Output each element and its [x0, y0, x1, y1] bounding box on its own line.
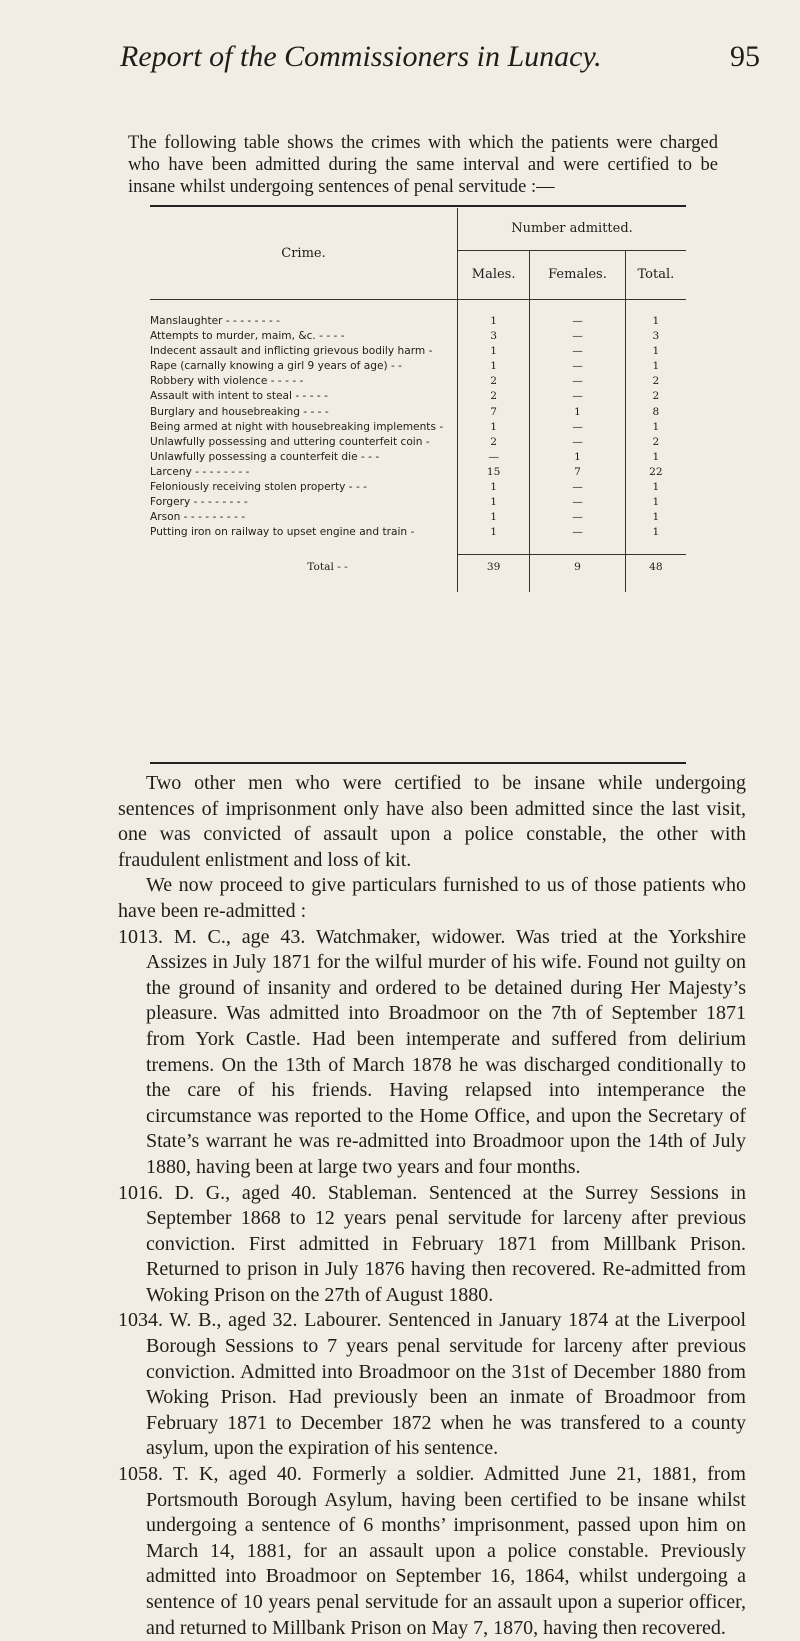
header-title: Report of the Commissioners in Lunacy. — [120, 40, 602, 73]
grand-total: 48 — [625, 555, 686, 593]
total-cell: 1 — [652, 481, 660, 494]
crime-cell: Robbery with violence - - - - - — [150, 374, 458, 389]
total-cell: 1 — [652, 420, 660, 433]
number-admitted-header: Number admitted. — [458, 208, 687, 251]
case-1034: 1034. W. B., aged 32. Labourer. Sentenced in January 1874 at the Liverpool Borough Sessions to 7 years penal servitude for larceny after previous conviction. Admitted into Broadmoor on the 31st of December 1880 from Woking Prison. Had previously been an inmate of Broadmoor from February 1871 to December 1872 when he was transfered to a county asylum, upon the expiration of his sentence. — [118, 1309, 746, 1460]
females-total: 9 — [530, 555, 626, 593]
females-cell: — — [530, 374, 626, 389]
males-cell: 1 — [458, 510, 530, 525]
table-row — [150, 374, 686, 389]
crime-cell: Feloniously receiving stolen property - - - — [150, 480, 458, 495]
total-cell: 22 — [649, 465, 663, 478]
table-row — [150, 405, 686, 420]
case-1058: 1058. T. K, aged 40. Formerly a soldier. Admitted June 21, 1881, from Portsmouth Borough Asylum, having been certified to be insane whilst undergoing a sentence of 6 months’ imprisonment, passed upon him on March 14, 1881, for an assault upon a police constable. Previously admitted into Broadmoor on September 16, 1864, whilst undergoing a sentence of 10 years penal servitude for an assault upon a superior officer, and returned to Millbank Prison on May 7, 1870, having then recovered. — [118, 1463, 746, 1639]
males-cell: 2 — [458, 374, 530, 389]
table-row — [150, 510, 686, 525]
table-top-rule — [150, 205, 686, 207]
crime-cell: Assault with intent to steal - - - - - — [150, 389, 458, 404]
males-cell: — — [458, 450, 530, 465]
males-cell: 2 — [458, 435, 530, 450]
table-row — [150, 495, 686, 510]
total-cell: 1 — [652, 345, 660, 358]
case-1016: 1016. D. G., aged 40. Stableman. Sentenced at the Surrey Sessions in September 1868 to 12 years penal servitude for larceny after previous conviction. First admitted in February 1871 from Millbank Prison. Returned to prison in July 1876 having then recovered. Re-admitted from Woking Prison on the 27th of August 1880. — [118, 1181, 746, 1306]
total-cell: 2 — [652, 375, 660, 388]
table-row — [150, 465, 686, 480]
table-row — [150, 329, 686, 344]
total-cell: 1 — [652, 450, 660, 463]
males-cell: 3 — [458, 329, 530, 344]
case-1013: 1013. M. C., age 43. Watchmaker, widower. Was tried at the Yorkshire Assizes in July 1871 for the wilful murder of his wife. Found not guilty on the ground of insanity and ordered to be detained during Her Majesty’s pleasure. Was admitted into Broadmoor on the 7th of September 1871 from York Castle. Had been intemperate and suffered from delirium tremens. On the 13th of March 1878 he was discharged conditionally to the care of his friends. Having relapsed into intemperance the circumstance was reported to the Home Office, and upon the Secretary of State’s warrant he was re-admitted into Broadmoor upon the 14th of July 1880, having been at large two years and four months. — [118, 925, 746, 1178]
total-cell: 1 — [652, 511, 660, 524]
females-cell: — — [530, 525, 626, 540]
crime-cell: Attempts to murder, maim, &c. - - - - — [150, 329, 458, 344]
total-cell: 1 — [652, 315, 660, 327]
males-cell: 7 — [458, 405, 530, 420]
paragraph-readmitted-intro: We now proceed to give particulars furnished to us of those patients who have been re-admitted : — [118, 874, 746, 922]
females-cell: — — [530, 420, 626, 435]
crime-cell: Unlawfully possessing a counterfeit die - - - — [150, 450, 458, 465]
males-cell: 2 — [458, 389, 530, 404]
total-cell: 8 — [652, 405, 660, 418]
females-cell: — — [530, 495, 626, 510]
total-header: Total. — [625, 251, 686, 300]
table-row — [150, 450, 686, 465]
females-cell: — — [530, 344, 626, 359]
total-cell: 3 — [652, 330, 660, 343]
males-header: Males. — [458, 251, 530, 300]
total-row-label: Total - - — [150, 555, 458, 593]
males-cell: 1 — [458, 495, 530, 510]
total-cell: 1 — [652, 496, 660, 509]
total-cell: 2 — [652, 435, 660, 448]
table-row — [150, 359, 686, 374]
crime-cell: Arson - - - - - - - - - — [150, 510, 458, 525]
males-cell: 1 — [458, 314, 530, 329]
crime-cell: Indecent assault and inflicting grievous bodily harm - — [150, 344, 458, 359]
table-row — [150, 314, 686, 329]
females-cell: — — [530, 480, 626, 495]
table-bottom-rule — [150, 762, 686, 764]
crime-cell: Putting iron on railway to upset engine and train - — [150, 525, 458, 540]
females-cell: — — [530, 435, 626, 450]
total-cell: 1 — [652, 526, 660, 539]
females-cell: — — [530, 329, 626, 344]
males-cell: 1 — [458, 525, 530, 540]
intro-paragraph: The following table shows the crimes with which the patients were charged who have been admitted during the same interval and were certified to be insane whilst undergoing sentences of penal servitude :— — [128, 133, 718, 197]
total-row — [150, 555, 686, 593]
females-cell: — — [530, 359, 626, 374]
paragraph-other-men: Two other men who were certified to be insane while undergoing sentences of imprisonment only have also been admitted since the last visit, one was convicted of assault upon a police constable, the other with fraudulent enlistment and loss of kit. — [118, 772, 746, 871]
males-cell: 1 — [458, 359, 530, 374]
table-row — [150, 525, 686, 540]
females-cell: 1 — [530, 405, 626, 420]
females-cell: — — [530, 510, 626, 525]
total-cell: 1 — [652, 360, 660, 373]
females-cell: — — [530, 314, 626, 329]
males-cell: 1 — [458, 344, 530, 359]
crime-cell: Burglary and housebreaking - - - - — [150, 405, 458, 420]
females-cell: 7 — [530, 465, 626, 480]
crime-cell: Forgery - - - - - - - - — [150, 495, 458, 510]
crime-cell: Manslaughter - - - - - - - - — [150, 314, 458, 329]
males-cell: 15 — [458, 465, 530, 480]
table-row — [150, 344, 686, 359]
crime-cell: Unlawfully possessing and uttering counterfeit coin - — [150, 435, 458, 450]
body-text — [118, 771, 746, 1641]
table-row — [150, 480, 686, 495]
males-cell: 1 — [458, 420, 530, 435]
males-total: 39 — [458, 555, 530, 593]
females-cell: 1 — [530, 450, 626, 465]
table-row — [150, 389, 686, 404]
females-header: Females. — [530, 251, 626, 300]
page-number: 95 — [730, 40, 760, 73]
total-cell: 2 — [652, 390, 660, 403]
males-cell: 1 — [458, 480, 530, 495]
table-row — [150, 420, 686, 435]
table-row — [150, 435, 686, 450]
crime-column-header: Crime. — [150, 208, 458, 300]
crime-cell: Being armed at night with housebreaking implements - — [150, 420, 458, 435]
crimes-table — [150, 208, 686, 592]
crime-cell: Larceny - - - - - - - - — [150, 465, 458, 480]
crime-cell: Rape (carnally knowing a girl 9 years of age) - - — [150, 359, 458, 374]
females-cell: — — [530, 389, 626, 404]
